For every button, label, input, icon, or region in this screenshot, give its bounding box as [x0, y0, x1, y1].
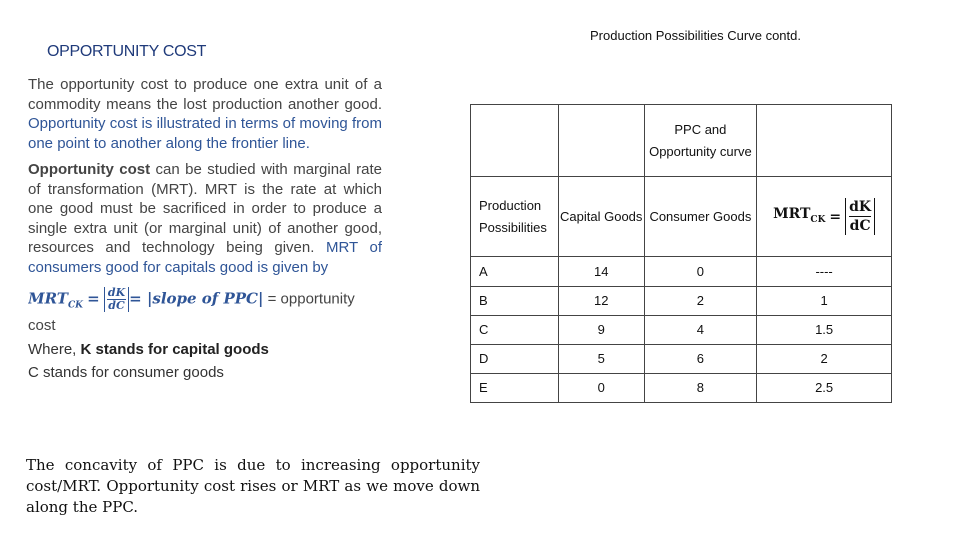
table-row: D 5 6 2	[471, 345, 892, 374]
header-production: Production Possibilities	[471, 177, 559, 257]
table-row: E 0 8 2.5	[471, 374, 892, 403]
formula-fraction: $\frac{dK}{dC}$	[104, 287, 129, 312]
paragraph-definition	[28, 75, 382, 153]
header-mrt: $MRT_{CK}$ = $\frac{dK}{dC}$	[757, 177, 892, 257]
formula-lhs-sub: CK	[67, 300, 83, 311]
definition-text: The opportunity cost to produce one extra unit of a commodity means the lost production another good.	[28, 76, 382, 113]
illustration-text: Opportunity cost is illustrated in terms of moving from one point to another along the frontier line.	[28, 115, 382, 152]
consumer-goods-def: C stands for consumer goods	[28, 364, 224, 382]
slide-heading: OPPORTUNITY COST	[47, 43, 207, 60]
mrt-term: Opportunity cost	[28, 161, 151, 178]
mrt-given-by: MRT of consumers good for capitals good is given by	[28, 239, 382, 276]
table-title: PPC and Opportunity curve	[644, 105, 757, 177]
where-line: Where, K stands for capital goods	[28, 341, 269, 359]
formula-lhs: MRT	[28, 289, 68, 308]
content-text-box	[28, 75, 382, 429]
slide-top-title: Production Possibilities Curve contd.	[590, 28, 801, 43]
table-row: A 14 0 ----	[471, 257, 892, 287]
header-consumer: Consumer Goods	[644, 177, 757, 257]
mrt-formula: $MRT_{CK}$ = $\frac{dK}{dC}$ = |slope of PPC| = opportunity cost	[28, 286, 355, 334]
table-row: C 9 4 1.5	[471, 316, 892, 345]
ppc-table	[470, 104, 892, 403]
table-row: B 12 2 1	[471, 287, 892, 316]
table-header-row	[471, 177, 892, 257]
capital-goods-def: K stands for capital goods	[80, 341, 269, 359]
table-title-row	[471, 105, 892, 177]
header-capital: Capital Goods	[558, 177, 644, 257]
header-mrt-fraction: $\frac{dK}{dC}$	[845, 198, 875, 235]
concavity-note: The concavity of PPC is due to increasing opportunity cost/MRT. Opportunity cost rises or MRT as we move down along the PPC.	[26, 456, 480, 516]
formula-slope: = |slope of PPC|	[129, 289, 264, 308]
mrt-explanation: can be studied with marginal rate of transformation (MRT). MRT is the rate at which one good must be sacrificed in order to produce a single extra unit (or marginal unit) of another good, resources and technology being given.	[28, 161, 382, 256]
paragraph-mrt	[28, 160, 382, 277]
formula-tail: = opportunity cost	[28, 290, 355, 334]
